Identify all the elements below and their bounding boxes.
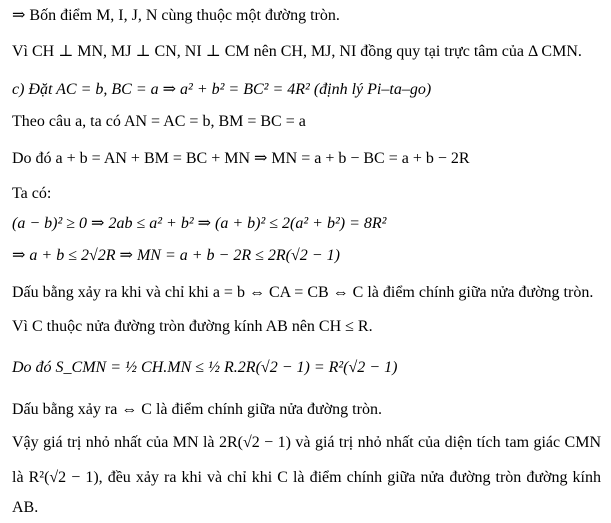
text-line-9: Dấu bằng xảy ra khi và chỉ khi a = b ⇔ CA = CB ⇔ C là điểm chính giữa nửa đường tròn. xyxy=(12,284,594,301)
text-line-4: Theo câu a, ta có AN = AC = b, BM = BC = a xyxy=(12,113,306,130)
text-line-1: ⇒ Bốn điểm M, I, J, N cùng thuộc một đường tròn. xyxy=(12,7,340,24)
text-line-3: c) Đặt AC = b, BC = a ⇒ a² + b² = BC² = 4R² (định lý Pi–ta–go) xyxy=(12,81,432,98)
text-line-10: Vì C thuộc nửa đường tròn đường kính AB nên CH ≤ R. xyxy=(12,318,373,335)
text-line-12: Dấu bằng xảy ra ⇔ C là điểm chính giữa nửa đường tròn. xyxy=(12,401,382,418)
text-line-11: Do đó S_CMN = ½ CH.MN ≤ ½ R.2R(√2 − 1) = R²(√2 − 1) xyxy=(12,359,398,376)
text-line-13: Vậy giá trị nhỏ nhất của MN là 2R(√2 − 1) và giá trị nhỏ nhất của diện tích tam giác CMN xyxy=(12,434,601,451)
text-line-7: (a − b)² ≥ 0 ⇒ 2ab ≤ a² + b² ⇒ (a + b)² ≤ 2(a² + b²) = 8R² xyxy=(12,215,387,232)
text-line-6: Ta có: xyxy=(12,185,52,202)
text-line-14: là R²(√2 − 1), đều xảy ra khi và chỉ khi C là điểm chính giữa nửa đường tròn đường kính xyxy=(12,469,601,486)
text-line-5: Do đó a + b = AN + BM = BC + MN ⇒ MN = a + b − BC = a + b − 2R xyxy=(12,150,470,167)
text-line-8: ⇒ a + b ≤ 2√2R ⇒ MN = a + b − 2R ≤ 2R(√2 − 1) xyxy=(12,247,340,264)
text-line-2: Vì CH ⊥ MN, MJ ⊥ CN, NI ⊥ CM nên CH, MJ, NI đồng quy tại trực tâm của Δ CMN. xyxy=(12,43,582,60)
text-line-15: AB. xyxy=(12,499,39,516)
